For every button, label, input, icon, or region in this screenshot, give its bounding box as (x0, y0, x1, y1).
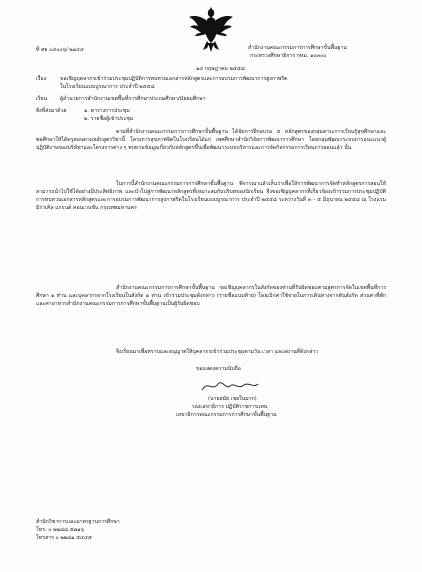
subject-line-1: ขอเชิญบุคลากรเข้าร่วมประชุมปฏิบัติการทบทวนเอกสารหลักสูตรและการอบรมการพัฒนาการสูงกาพริต (60, 76, 288, 82)
footer-telephone: โทร. ๐ ๒๒๘๘ ๕๗๑๖ (36, 527, 85, 533)
subject-line-2: ในโรงเรียนแบบบูรณาการ ประจำปี ๒๕๕๘ (60, 84, 155, 90)
body-paragraph-4: จึงเรียนมาเพื่อทราบและอนุญาตให้บุคลากรเข้าร่วมประชุมตามวัน เวลา และสถานที่ดังกล่าว (116, 349, 319, 355)
office-name: สำนักงานคณะกรรมการการศึกษาขั้นพื้นฐาน (248, 45, 347, 51)
document-date: ๑๔ กฤษฎาคม ๒๕๕๘ (196, 66, 245, 72)
subject-label: เรื่อง (36, 76, 47, 82)
document-number: ที่ ศธ ๐๔๐๐๖/ ๒๑๔๔ (36, 47, 84, 53)
recipient-label: เรียน (36, 96, 48, 102)
signer-position-1: รองเลขาธิการ ปฏิบัติราชการแทน (192, 404, 268, 410)
attachments-label: สิ่งที่ส่งมาด้วย (36, 108, 67, 114)
signer-name: (นายสมัย เชยในมาก) (208, 396, 257, 402)
body-paragraph-1: ตามที่สำนักงานคณะกรรมการการศึกษาขั้นพื้นฐาน ได้จัดการฝึกอบรม ๕ หลักสูตรของกลุ่มสาระการเรียนรู้สุขศึกษาและพลศึกษาให้ได้ครูสอนตามหลักสูตรวิชานี้ โครงการสุขภาพจิตในโรงเรียนได้แก่ เพศศึกษาสำนักวิจัยการพัฒนาการศึกษา โดยกลุ่มพัฒนาระบบการแนะแนวผู้ปฏิบัติงานของบริษัทฯและโครงการต่าง ๆ ทบทวนข้อมูลเกี่ยวกับหลักสูตรขึ้นเพื่อพัฒนาระบบบริหารและการจัดกิจกรรมการเรียนการสอนแล้ว นั้น (36, 129, 386, 151)
attachment-item-2: ๒. รายชื่อผู้เข้าประชุม (84, 116, 134, 122)
attachment-item-1: ๑. ตารางการประชุม (84, 108, 130, 114)
footer-fax: โทรสาร ๐ ๒๒๘๑ ๕๔๔๕ (36, 535, 92, 541)
footer-department: สำนักวิชาการและมาตรฐานการศึกษา (36, 519, 120, 525)
body-paragraph-3: สำนักงานคณะกรรมการการศึกษาขั้นพื้นฐาน ขอเชิญบุคลากรในสังกัดของท่านที่รับผิดชอบตามสูตรการจัดในเขตพื้นที่การศึกษา ๑ ท่าน และบุคลากรจากโรงเรียนในสังกัด ๑ ท่าน เข้าร่วมประชุมดังกล่าว (รายชื่อแนบท้าย) โดยเบิกค่าใช้จ่ายในการเดินทางจากต้นสังกัด ส่วนค่าที่พักและค่าอาหารสำนักงานคณะกรรมการการศึกษาขั้นพื้นฐานเป็นผู้รับผิดชอบ (36, 285, 386, 307)
signature-icon (200, 378, 260, 394)
body-paragraph-2: ในการนี้สำนักงานคณะกรรมการการศึกษาขั้นพื้นฐาน พิจารณาแล้วเห็นว่าเพื่อให้การพัฒนาการจัดทำหลักสูตรการสอนให้สามารถนำไปใช้ได้อย่างมีประสิทธิภาพ และนำไปสู่การพัฒนาหลักสูตรที่เหมาะสมกับบริบทของนักเรียน จึงขอเชิญบุคลากรที่เกี่ยวข้องเข้าร่วมการประชุมปฏิบัติการทบทวนเอกสารหลักสูตรและการอบรมการพัฒนาการสูงกาพริตในโรงเรียนแบบบูรณาการ ประจำปี ๒๕๕๘ ระหว่างวันที่ ๓ - ๕ มิถุนายน ๒๕๕๘ ณ โรงแรมมิราเคิล แกรนด์ คอนเวนชั่น กรุงเทพมหานคร (36, 181, 386, 211)
signer-position-2: เลขาธิการคณะกรรมการการศึกษาขั้นพื้นฐาน (176, 412, 277, 418)
garuda-emblem-icon (186, 4, 236, 54)
closing-regards: ขอแสดงความนับถือ (196, 366, 241, 372)
recipient-text: ผู้อำนวยการสำนักงานเขตพื้นที่การศึกษาประถมศึกษา/มัธยมศึกษา (60, 96, 206, 102)
office-address: กระทรวงศึกษาธิการ กทม. ๑๐๓๐๐ (250, 53, 327, 59)
